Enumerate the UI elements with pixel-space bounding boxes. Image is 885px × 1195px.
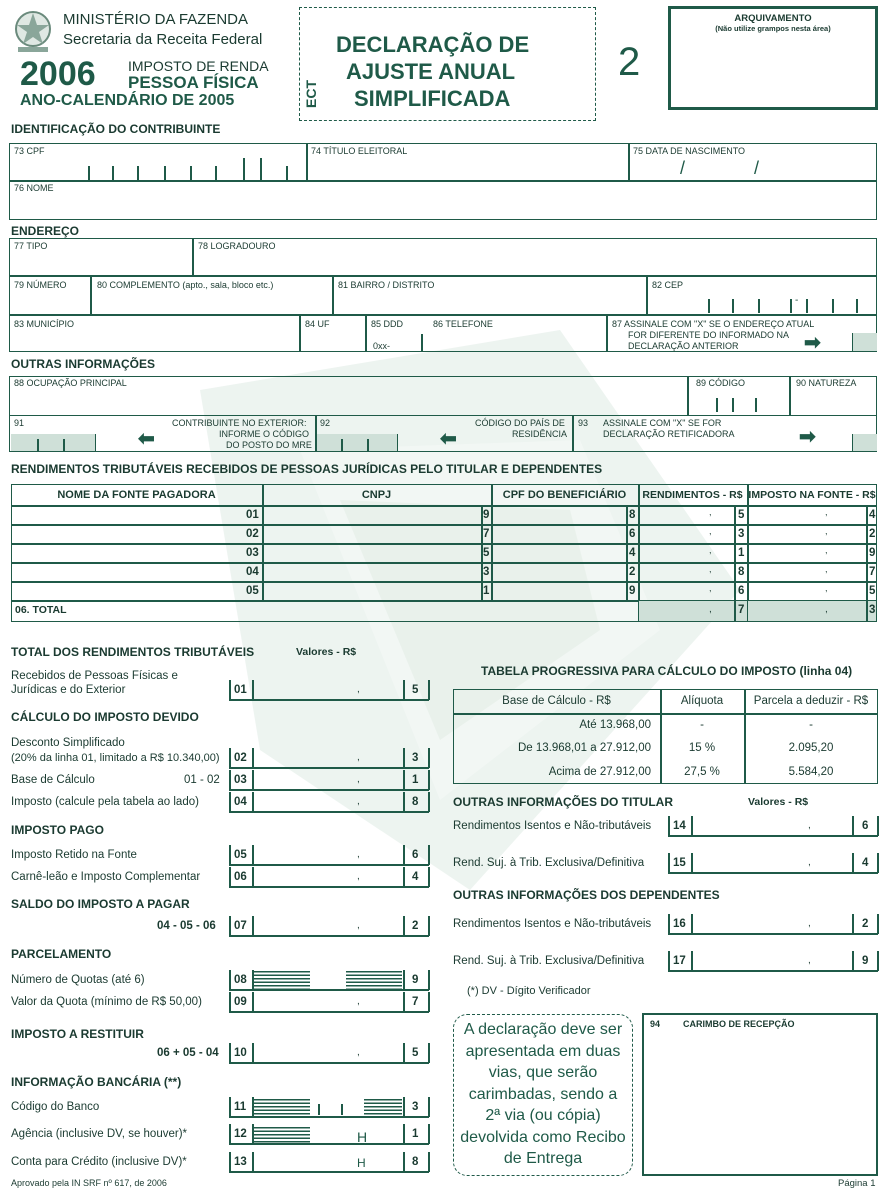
- row-number: 02: [246, 528, 259, 540]
- check-digit: 9: [862, 955, 869, 967]
- city-field[interactable]: [12, 330, 297, 351]
- arrow-left-icon: ⬅: [440, 428, 457, 450]
- mre-code-field[interactable]: [11, 434, 96, 451]
- street-type-label: 77 TIPO: [14, 241, 48, 251]
- line-number: 14: [673, 820, 686, 832]
- exterior-label3: DO POSTO DO MRE: [226, 440, 312, 450]
- check-digit: 5: [412, 1047, 419, 1059]
- decimal-comma: ,: [357, 996, 360, 1007]
- section-installments: PARCELAMENTO: [11, 947, 112, 961]
- cnpj-dv: 7: [483, 528, 490, 540]
- bracket-base: De 13.968,01 a 27.912,00: [517, 742, 651, 754]
- decimal-comma: ,: [357, 920, 360, 931]
- zip-label: 82 CEP: [652, 280, 684, 290]
- line-number: 15: [673, 857, 686, 869]
- th-base: Base de Cálculo - R$: [502, 695, 611, 707]
- col-header-withheld: IMPOSTO NA FONTE - R$: [748, 489, 876, 501]
- field93-number: 93: [578, 418, 589, 428]
- col-header-cpf: CPF DO BENEFICIÁRIO: [502, 489, 627, 501]
- income-value-field[interactable]: [641, 564, 733, 580]
- bracket-base: Acima de 27.912,00: [548, 766, 651, 778]
- discount-label2: (20% da linha 01, limitado a R$ 10.340,00): [11, 752, 220, 764]
- beneficiary-cpf-field[interactable]: [494, 507, 624, 523]
- line-number: 09: [234, 996, 247, 1008]
- section-identification: IDENTIFICAÇÃO DO CONTRIBUINTE: [11, 122, 221, 136]
- coat-of-arms-icon: [10, 7, 56, 55]
- amended-label2: DECLARAÇÃO RETIFICADORA: [603, 429, 735, 439]
- income-dv: 5: [738, 509, 745, 521]
- decimal-comma: ,: [825, 507, 828, 517]
- check-digit: 9: [412, 974, 419, 986]
- col-header-payer: NOME DA FONTE PAGADORA: [57, 489, 216, 501]
- withheld-value-field[interactable]: [750, 564, 864, 580]
- th-deduction: Parcela a deduzir - R$: [753, 695, 869, 707]
- income-dv: 8: [738, 566, 745, 578]
- nature-label: 90 NATUREZA: [796, 378, 857, 388]
- decimal-comma: ,: [825, 526, 828, 536]
- decimal-comma: ,: [357, 752, 360, 763]
- quota-count-pattern: [254, 971, 310, 989]
- check-digit: 6: [862, 820, 869, 832]
- form-title-line3: SIMPLIFICADA: [354, 86, 511, 111]
- carne-leao-label: Carnê-leão e Imposto Complementar: [11, 871, 201, 883]
- beneficiary-cpf-field[interactable]: [494, 583, 624, 599]
- decimal-comma: ,: [709, 604, 712, 615]
- tax-person: PESSOA FÍSICA: [128, 73, 259, 92]
- decimal-comma: ,: [825, 545, 828, 555]
- withheld-dv: 2: [869, 528, 876, 540]
- page-number: Página 1: [838, 1178, 876, 1189]
- form-year: 2006: [20, 55, 96, 93]
- copy-number: 2: [618, 40, 641, 84]
- total-income-dv: 7: [738, 604, 745, 616]
- line-number: 02: [234, 752, 247, 764]
- cpf-dv: 4: [629, 547, 636, 559]
- tax-base-field[interactable]: [254, 771, 402, 789]
- quota-count-pattern: [346, 971, 402, 989]
- balance-formula: 04 - 05 - 06: [157, 920, 216, 932]
- field92-number: 92: [320, 418, 331, 428]
- ddd-label: 85 DDD: [371, 319, 404, 329]
- section-tax-paid: IMPOSTO PAGO: [11, 823, 104, 837]
- arrow-right-icon: ➡: [799, 426, 816, 448]
- decimal-comma: ,: [357, 871, 360, 882]
- simplified-discount-field[interactable]: [254, 749, 402, 767]
- decimal-comma: ,: [357, 774, 360, 785]
- section-other-info: OUTRAS INFORMAÇÕES: [11, 357, 155, 371]
- line-number: 01: [234, 684, 247, 696]
- beneficiary-cpf-field[interactable]: [494, 526, 624, 542]
- check-digit: 3: [412, 1101, 419, 1113]
- birth-date-field[interactable]: / /: [680, 158, 760, 178]
- total-income-field[interactable]: [639, 601, 747, 621]
- amended-checkbox[interactable]: [852, 434, 877, 451]
- cnpj-field[interactable]: [265, 507, 477, 523]
- number-label: 79 NÚMERO: [14, 280, 67, 290]
- ministry-name: MINISTÉRIO DA FAZENDA: [63, 11, 249, 28]
- decimal-comma: ,: [357, 849, 360, 860]
- phone-field[interactable]: [425, 330, 603, 351]
- account-label: Conta para Crédito (inclusive DV)*: [11, 1156, 187, 1168]
- row-number: 03: [246, 547, 259, 559]
- exempt-income-label: Rendimentos Isentos e Não-tributáveis: [453, 820, 652, 832]
- decimal-comma: ,: [808, 955, 811, 966]
- street-type-field[interactable]: [12, 252, 188, 274]
- line-number: 12: [234, 1128, 247, 1140]
- decimal-comma: ,: [709, 583, 712, 593]
- cnpj-dv: 5: [483, 547, 490, 559]
- occupation-code-field[interactable]: [692, 390, 786, 414]
- country-label2: RESIDÊNCIA: [512, 429, 568, 439]
- tax-due-field[interactable]: [254, 793, 402, 811]
- calendar-year: ANO-CALENDÁRIO DE 2005: [20, 92, 235, 109]
- form-title-line2: AJUSTE ANUAL: [346, 59, 516, 84]
- section-refund: IMPOSTO A RESTITUIR: [11, 1027, 144, 1041]
- withheld-value-field[interactable]: [750, 545, 864, 561]
- name-label: 76 NOME: [14, 183, 54, 193]
- decimal-comma: ,: [709, 526, 712, 536]
- name-field[interactable]: [14, 194, 872, 218]
- cnpj-field[interactable]: [265, 545, 477, 561]
- check-digit: 8: [412, 796, 419, 808]
- line-number: 07: [234, 920, 247, 932]
- withheld-dv: 5: [869, 585, 876, 597]
- ddd-prefix: 0xx-: [373, 341, 391, 351]
- secretariat-name: Secretaria da Receita Federal: [63, 31, 263, 48]
- withheld-value-field[interactable]: [750, 526, 864, 542]
- line-number: 13: [234, 1156, 247, 1168]
- withheld-dv: 4: [869, 509, 876, 521]
- total-withheld-field[interactable]: [748, 601, 876, 621]
- cpf-dv: 2: [629, 566, 636, 578]
- withheld-tax-field[interactable]: [254, 846, 402, 864]
- country-code-field[interactable]: [317, 434, 398, 451]
- decimal-comma: ,: [709, 545, 712, 555]
- dv-note: (*) DV - Dígito Verificador: [467, 985, 591, 997]
- check-digit: 2: [862, 918, 869, 930]
- received-label2: Jurídicas e do Exterior: [11, 684, 126, 696]
- arrow-right-icon: ➡: [804, 332, 821, 354]
- withheld-label: Imposto Retido na Fonte: [11, 849, 137, 861]
- line-number: 06: [234, 871, 247, 883]
- bracket-deduction: 2.095,20: [788, 742, 834, 754]
- section-dependents-info: OUTRAS INFORMAÇÕES DOS DEPENDENTES: [453, 888, 720, 902]
- payer-name-field[interactable]: [12, 583, 260, 599]
- state-field[interactable]: [303, 330, 363, 351]
- section-bank-info: INFORMAÇÃO BANCÁRIA (**): [11, 1075, 182, 1089]
- bank-code-pattern: [364, 1099, 402, 1115]
- section-total-income: TOTAL DOS RENDIMENTOS TRIBUTÁVEIS: [11, 645, 255, 659]
- section-address: ENDEREÇO: [11, 224, 80, 238]
- ect-label: ECT: [303, 80, 319, 108]
- check-digit: 8: [412, 1156, 419, 1168]
- withheld-dv: 7: [869, 566, 876, 578]
- total-withheld-dv: 3: [869, 604, 876, 616]
- bracket-deduction: -: [809, 719, 813, 731]
- state-label: 84 UF: [305, 319, 330, 329]
- total-income-field[interactable]: [254, 681, 402, 699]
- quota-value-field[interactable]: [254, 993, 402, 1011]
- stamp-number: 94: [650, 1019, 661, 1029]
- line-number: 17: [673, 955, 686, 967]
- agency-label: Agência (inclusive DV, se houver)*: [11, 1128, 187, 1140]
- occupation-field[interactable]: [12, 390, 684, 414]
- dep-exempt-income-field[interactable]: [693, 915, 851, 933]
- check-digit: 4: [862, 857, 869, 869]
- quota-value-label: Valor da Quota (mínimo de R$ 50,00): [11, 996, 202, 1008]
- decimal-comma: ,: [825, 583, 828, 593]
- bracket-rate: -: [700, 719, 704, 731]
- payer-name-field[interactable]: [12, 545, 260, 561]
- income-value-field[interactable]: [641, 545, 733, 561]
- received-label1: Recebidos de Pessoas Físicas e: [11, 670, 178, 682]
- exclusive-income-field[interactable]: [693, 854, 851, 872]
- check-digit: 7: [412, 996, 419, 1008]
- income-dv: 3: [738, 528, 745, 540]
- line-number: 16: [673, 918, 686, 930]
- district-label: 81 BAIRRO / DISTRITO: [338, 280, 435, 290]
- decimal-comma: ,: [709, 507, 712, 517]
- exempt-income-field[interactable]: [693, 817, 851, 835]
- line-number: 08: [234, 974, 247, 986]
- dep-exclusive-income-label: Rend. Suj. à Trib. Exclusiva/Definitiva: [453, 955, 645, 967]
- cnpj-field[interactable]: [265, 564, 477, 580]
- agency-pattern: [254, 1127, 310, 1143]
- reception-stamp-area: [642, 1013, 878, 1176]
- voter-id-label: 74 TÍTULO ELEITORAL: [311, 146, 408, 156]
- cpf-dv: 9: [629, 585, 636, 597]
- stamp-label: CARIMBO DE RECEPÇÃO: [683, 1019, 795, 1029]
- decimal-comma: ,: [808, 820, 811, 831]
- dep-exclusive-income-field[interactable]: [693, 952, 851, 970]
- check-digit: 6: [412, 849, 419, 861]
- line-number: 05: [234, 849, 247, 861]
- account-separator: H: [357, 1156, 366, 1170]
- total-label: 06. TOTAL: [15, 604, 67, 616]
- bracket-rate: 27,5 %: [684, 766, 720, 778]
- bracket-rate: 15 %: [688, 742, 716, 754]
- tax-base-formula: 01 - 02: [184, 774, 220, 786]
- nature-field[interactable]: [794, 390, 874, 414]
- row-number: 05: [246, 585, 259, 597]
- address-change-label1: 87 ASSINALE COM "X" SE O ENDEREÇO ATUAL: [612, 319, 815, 329]
- cpf-dv: 6: [629, 528, 636, 540]
- decimal-comma: ,: [709, 564, 712, 574]
- balance-due-field[interactable]: [254, 917, 402, 935]
- check-digit: 1: [412, 774, 419, 786]
- decimal-comma: ,: [825, 604, 828, 615]
- tax-base-label: Base de Cálculo: [11, 774, 95, 786]
- decimal-comma: ,: [357, 1047, 360, 1058]
- decimal-comma: ,: [825, 564, 828, 574]
- refund-field[interactable]: [254, 1044, 402, 1062]
- line-number: 10: [234, 1047, 247, 1059]
- cpf-dv: 8: [629, 509, 636, 521]
- cnpj-dv: 1: [483, 585, 490, 597]
- payer-name-field[interactable]: [12, 564, 260, 580]
- district-field[interactable]: [336, 291, 644, 313]
- section-taxable-income: RENDIMENTOS TRIBUTÁVEIS RECEBIDOS DE PESSOAS JURÍDICAS PELO TITULAR E DEPENDENTES: [11, 462, 603, 476]
- section-tax-calculation: CÁLCULO DO IMPOSTO DEVIDO: [11, 710, 199, 724]
- line-number: 04: [234, 796, 247, 808]
- street-field[interactable]: [196, 252, 872, 274]
- tax-type: IMPOSTO DE RENDA: [128, 58, 269, 74]
- cnpj-field[interactable]: [265, 526, 477, 542]
- decimal-comma: ,: [357, 796, 360, 807]
- payer-name-field[interactable]: [12, 526, 260, 542]
- complement-label: 80 COMPLEMENTO (apto., sala, bloco etc.): [97, 280, 274, 290]
- section-balance: SALDO DO IMPOSTO A PAGAR: [11, 897, 190, 911]
- address-change-label3: DECLARAÇÃO ANTERIOR: [628, 341, 739, 351]
- account-field[interactable]: [254, 1153, 402, 1171]
- occupation-code-label: 89 CÓDIGO: [696, 378, 746, 388]
- arrow-left-icon: ⬅: [138, 428, 155, 450]
- check-digit: 2: [412, 920, 419, 932]
- exterior-label1: CONTRIBUINTE NO EXTERIOR:: [172, 418, 307, 428]
- form-title-line1: DECLARAÇÃO DE: [336, 32, 530, 57]
- check-digit: 1: [412, 1128, 419, 1140]
- bracket-deduction: 5.584,20: [788, 766, 834, 778]
- line-number: 11: [234, 1101, 247, 1113]
- values-header: Valores - R$: [748, 796, 809, 808]
- exterior-label2: INFORME O CÓDIGO: [219, 429, 309, 439]
- line-number: 03: [234, 774, 247, 786]
- row-number: 01: [246, 509, 259, 521]
- section-progressive-table: TABELA PROGRESSIVA PARA CÁLCULO DO IMPOSTO (linha 04): [481, 664, 853, 678]
- address-change-checkbox[interactable]: [852, 333, 877, 351]
- refund-formula: 06 + 05 - 04: [157, 1047, 219, 1059]
- carne-leao-field[interactable]: [254, 868, 402, 886]
- dep-exempt-income-label: Rendimentos Isentos e Não-tributáveis: [453, 918, 652, 930]
- cnpj-field[interactable]: [265, 583, 477, 599]
- cnpj-dv: 9: [483, 509, 490, 521]
- street-label: 78 LOGRADOURO: [198, 241, 276, 251]
- check-digit: 4: [412, 871, 419, 883]
- complement-field[interactable]: [94, 291, 330, 313]
- withheld-value-field[interactable]: [750, 507, 864, 523]
- income-dv: 6: [738, 585, 745, 597]
- tax-label: Imposto (calcule pela tabela ao lado): [11, 796, 199, 808]
- withheld-dv: 9: [869, 547, 876, 559]
- delivery-notice: A declaração deve ser apresentada em duas vias, que serão carimbadas, sendo a 2ª via (ou cópia) devolvida como Recibo de Entrega: [453, 1014, 633, 1176]
- amended-label1: ASSINALE COM "X" SE FOR: [603, 418, 722, 428]
- archive-label: ARQUIVAMENTO: [734, 13, 812, 24]
- occupation-label: 88 OCUPAÇÃO PRINCIPAL: [14, 378, 127, 388]
- th-rate: Alíquota: [680, 695, 724, 707]
- beneficiary-cpf-field[interactable]: [494, 564, 624, 580]
- income-value-field[interactable]: [641, 526, 733, 542]
- values-header: Valores - R$: [296, 646, 357, 658]
- cnpj-dv: 3: [483, 566, 490, 578]
- beneficiary-cpf-field[interactable]: [494, 545, 624, 561]
- check-digit: 3: [412, 752, 419, 764]
- decimal-comma: ,: [808, 857, 811, 868]
- discount-label1: Desconto Simplificado: [11, 737, 125, 749]
- address-change-label2: FOR DIFERENTE DO INFORMADO NA: [628, 330, 790, 340]
- payer-name-field[interactable]: [12, 507, 260, 523]
- income-dv: 1: [738, 547, 745, 559]
- income-value-field[interactable]: [641, 507, 733, 523]
- bank-code-pattern: [254, 1099, 310, 1115]
- birth-date-label: 75 DATA DE NASCIMENTO: [633, 146, 746, 156]
- country-label1: CÓDIGO DO PAÍS DE: [475, 418, 565, 428]
- number-field[interactable]: [12, 291, 88, 313]
- archive-note: (Não utilize grampos nesta área): [715, 24, 831, 33]
- col-header-income: RENDIMENTOS - R$: [642, 489, 743, 501]
- section-holder-info: OUTRAS INFORMAÇÕES DO TITULAR: [453, 795, 673, 809]
- withheld-value-field[interactable]: [750, 583, 864, 599]
- cpf-field[interactable]: [14, 158, 304, 180]
- field91-number: 91: [14, 418, 25, 428]
- approval-note: Aprovado pela IN SRF nº 617, de 2006: [11, 1178, 167, 1188]
- cpf-label: 73 CPF: [14, 146, 45, 156]
- row-number: 04: [246, 566, 259, 578]
- decimal-comma: ,: [357, 684, 360, 695]
- zip-field[interactable]: -: [650, 291, 876, 313]
- city-label: 83 MUNICÍPIO: [14, 319, 75, 329]
- quota-count-label: Número de Quotas (até 6): [11, 974, 145, 986]
- voter-id-field[interactable]: [310, 158, 625, 180]
- phone-label: 86 TELEFONE: [433, 319, 493, 329]
- income-value-field[interactable]: [641, 583, 733, 599]
- check-digit: 5: [412, 684, 419, 696]
- bracket-base: Até 13.968,00: [579, 719, 651, 731]
- col-header-cnpj: CNPJ: [361, 489, 392, 501]
- bank-code-label: Código do Banco: [11, 1101, 100, 1113]
- agency-separator: H: [357, 1129, 368, 1145]
- exclusive-income-label: Rend. Suj. à Trib. Exclusiva/Definitiva: [453, 857, 645, 869]
- decimal-comma: ,: [808, 918, 811, 929]
- ddd-field[interactable]: [395, 330, 421, 351]
